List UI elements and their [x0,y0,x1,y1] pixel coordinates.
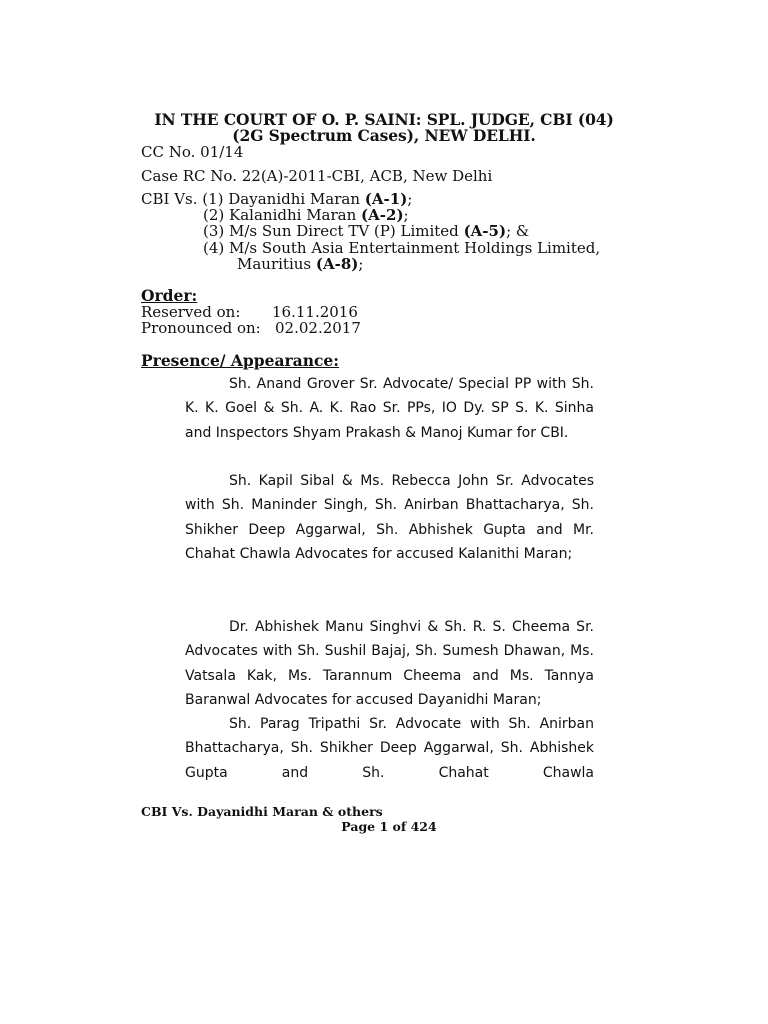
presence-heading: Presence/ Appearance: [141,351,340,370]
pronounced-on-label: Pronounced on: [141,319,261,337]
party-suffix: ; & [506,222,530,240]
party-suffix: ; [403,206,409,224]
accused-code: (A-8) [315,255,359,273]
paragraph-text: Sh. Parag Tripathi Sr. Advocate with Sh. Anirban Bhattacharya, Sh. Shikher Deep Aggarwal, Sh. Abhishek Gupta and Sh. Chahat Chawla [185,716,594,781]
cc-number: CC No. 01/14 [141,143,244,161]
court-heading-line1: IN THE COURT OF O. P. SAINI: SPL. JUDGE, CBI (04) [154,110,614,129]
page-number: Page 1 of 424 [341,819,437,834]
party-4-continued [237,255,363,273]
appearance-paragraph-4 [185,712,594,785]
paragraph-text: Dr. Abhishek Manu Singhvi & Sh. R. S. Cheema Sr. Advocates with Sh. Sushil Bajaj, Sh. Sumesh Dhawan, Ms. Vatsala Kak, Ms. Tarannum Cheema and Ms. Tannya Baranwal Advocates for accused Dayanidhi Maran; [185,619,594,709]
footer-case-title: CBI Vs. Dayanidhi Maran & others [141,804,383,819]
party-text: (4) M/s South Asia Entertainment Holdings Limited, [203,239,601,257]
party-3 [203,222,529,240]
paragraph-text: Sh. Kapil Sibal & Ms. Rebecca John Sr. Advocates with Sh. Maninder Singh, Sh. Anirban Bhattacharya, Sh. Shikher Deep Aggarwal, Sh. Abhishek Gupta and Mr. Chahat Chawla Advocates for accused Kalanithi Maran; [185,473,594,563]
case-rc-number: Case RC No. 22(A)-2011-CBI, ACB, New Delhi [141,167,493,185]
court-heading-line2: (2G Spectrum Cases), NEW DELHI. [232,126,536,145]
party-text: (2) Kalanidhi Maran [203,206,362,224]
party-text: (3) M/s Sun Direct TV (P) Limited [203,222,464,240]
party-suffix: ; [407,190,413,208]
accused-code: (A-1) [364,190,408,208]
accused-code: (A-5) [463,222,507,240]
order-heading: Order: [141,286,198,305]
accused-code: (A-2) [361,206,404,224]
reserved-on-date: 16.11.2016 [272,303,358,321]
appearance-paragraph-1 [185,372,594,445]
pronounced-on-date: 02.02.2017 [275,319,361,337]
appearance-paragraph-3 [185,615,594,713]
appearance-paragraph-2 [185,469,594,567]
paragraph-text: Sh. Anand Grover Sr. Advocate/ Special PP with Sh. K. K. Goel & Sh. A. K. Rao Sr. PPs, IO Dy. SP S. K. Sinha and Inspectors Shyam Prakash & Manoj Kumar for CBI. [185,376,594,441]
party-text: Mauritius [237,255,316,273]
party-suffix: ; [358,255,364,273]
party-text: CBI Vs. (1) Dayanidhi Maran [141,190,365,208]
reserved-on-label: Reserved on: [141,303,241,321]
